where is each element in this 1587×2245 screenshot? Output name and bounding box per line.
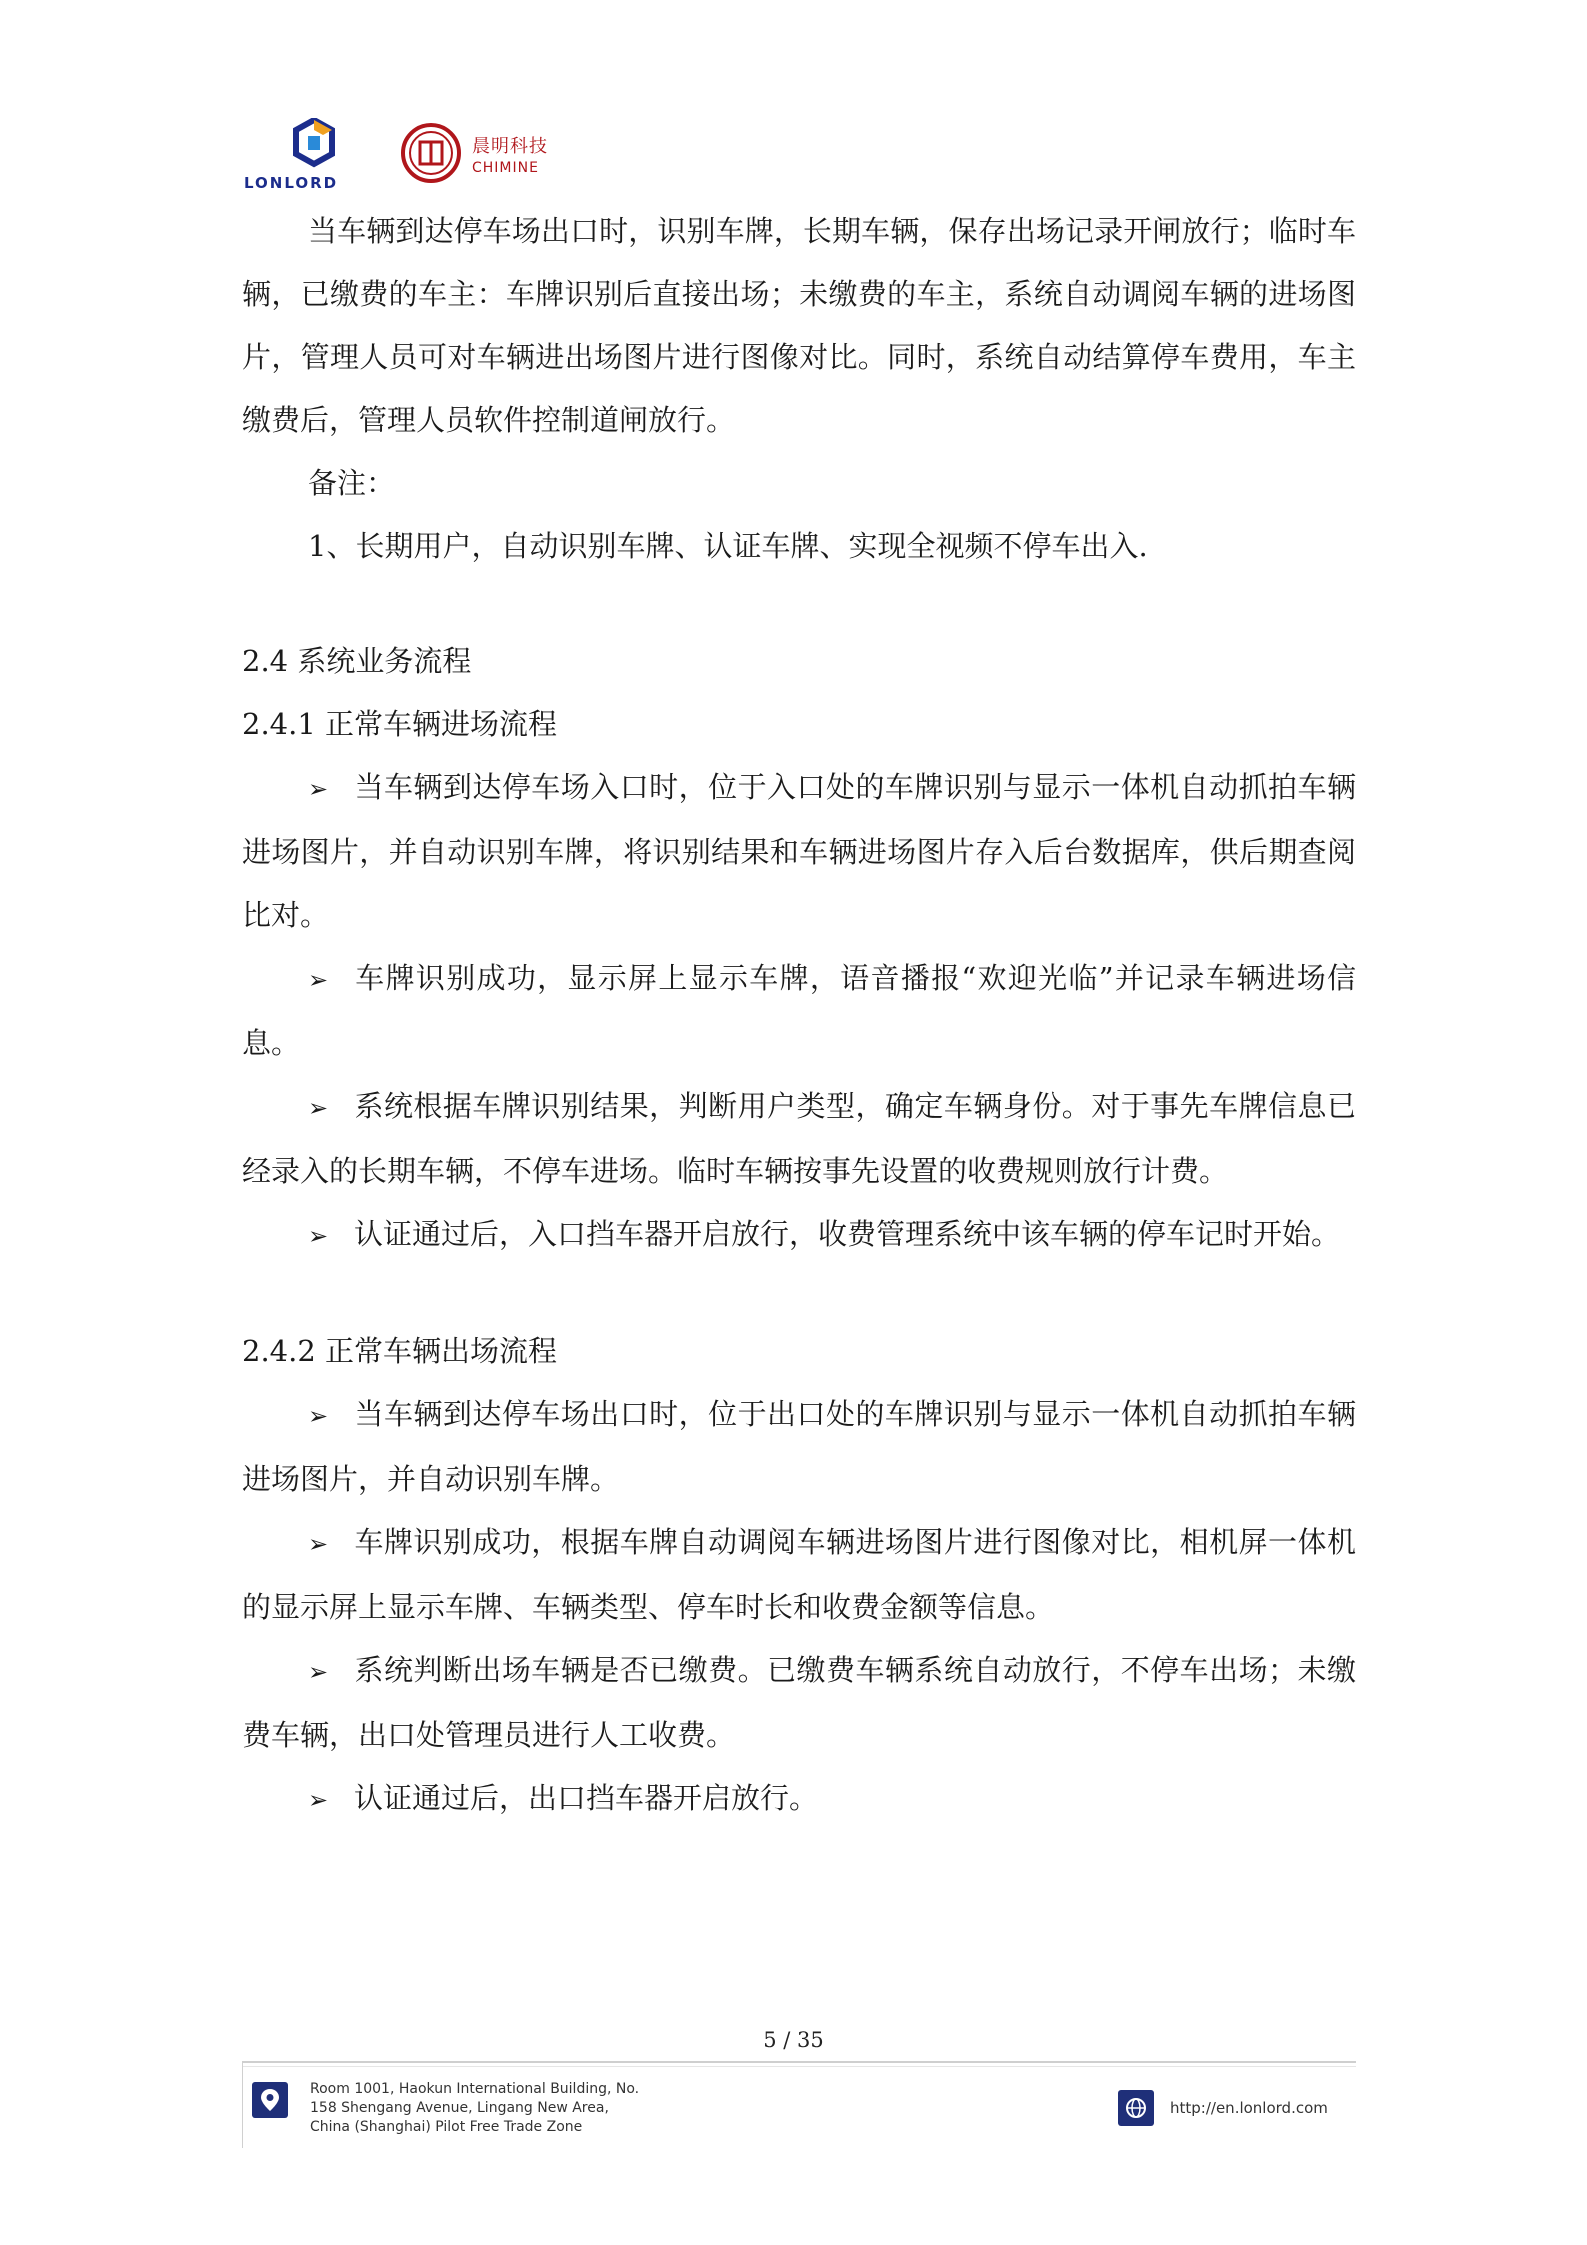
lonlord-hexagon-icon <box>292 118 336 168</box>
section-heading-2-4-2: 2.4.2 正常车辆出场流程 <box>242 1334 558 1368</box>
note-item: 1、长期用户，自动识别车牌、认证车牌、实现全视频不停车出入. <box>308 529 1148 563</box>
lonlord-logo-text: LONLORD <box>244 174 339 192</box>
list-item: ➢ 车牌识别成功，根据车牌自动调阅车辆进场图片进行图像对比，相机屏一体机的显示屏上显示车牌、车辆类型、停车时长和收费金额等信息。 <box>242 1511 1356 1639</box>
footer-website-link[interactable]: http://en.lonlord.com <box>1170 2099 1328 2117</box>
arrow-bullet-icon: ➢ <box>308 1658 329 1686</box>
page-number: 5 / 35 <box>763 2028 824 2052</box>
address-line: China (Shanghai) Pilot Free Trade Zone <box>310 2119 583 2135</box>
arrow-bullet-icon: ➢ <box>308 1402 329 1430</box>
chimine-logo-en: CHIMINE <box>472 160 539 176</box>
page-header <box>244 112 574 192</box>
footer-divider <box>242 2061 1356 2063</box>
list-item: ➢ 系统根据车牌识别结果，判断用户类型，确定车辆身份。对于事先车牌信息已经录入的长期车辆，不停车进场。临时车辆按事先设置的收费规则放行计费。 <box>242 1075 1356 1203</box>
document-body <box>242 200 1356 1832</box>
arrow-bullet-icon: ➢ <box>308 1786 329 1814</box>
arrow-bullet-icon: ➢ <box>308 1094 329 1122</box>
section-heading-2-4-1: 2.4.1 正常车辆进场流程 <box>242 707 558 741</box>
arrow-bullet-icon: ➢ <box>308 775 329 803</box>
address-line: Room 1001, Haokun International Building, No. <box>310 2081 640 2097</box>
lonlord-logo <box>244 118 384 192</box>
arrow-bullet-icon: ➢ <box>308 1222 329 1250</box>
footer-address <box>310 2080 639 2137</box>
globe-icon <box>1118 2090 1154 2126</box>
chimine-seal-icon <box>400 122 462 184</box>
chimine-logo <box>400 112 570 188</box>
list-item: ➢ 认证通过后，出口挡车器开启放行。 <box>242 1767 1356 1832</box>
list-item: ➢ 车牌识别成功，显示屏上显示车牌，语音播报“欢迎光临”并记录车辆进场信息。 <box>242 947 1356 1075</box>
arrow-bullet-icon: ➢ <box>308 966 329 994</box>
address-line: 158 Shengang Avenue, Lingang New Area, <box>310 2100 609 2116</box>
list-item: ➢ 系统判断出场车辆是否已缴费。已缴费车辆系统自动放行，不停车出场；未缴费车辆，出口处管理员进行人工收费。 <box>242 1639 1356 1767</box>
chimine-logo-cn: 晨明科技 <box>472 136 548 157</box>
arrow-bullet-icon: ➢ <box>308 1530 329 1558</box>
list-item: ➢ 当车辆到达停车场出口时，位于出口处的车牌识别与显示一体机自动抓拍车辆进场图片，并自动识别车牌。 <box>242 1383 1356 1511</box>
section-heading-2-4: 2.4 系统业务流程 <box>242 644 472 678</box>
intro-paragraph: 当车辆到达停车场出口时，识别车牌，长期车辆，保存出场记录开闸放行；临时车辆，已缴费的车主：车牌识别后直接出场；未缴费的车主，系统自动调阅车辆的进场图片，管理人员可对车辆进出场图片进行图像对比。同时，系统自动结算停车费用，车主缴费后，管理人员软件控制道闸放行。 <box>242 214 1356 437</box>
note-label: 备注： <box>308 466 396 500</box>
list-item: ➢ 认证通过后，入口挡车器开启放行，收费管理系统中该车辆的停车记时开始。 <box>242 1203 1356 1268</box>
location-pin-icon <box>252 2082 288 2118</box>
list-item: ➢ 当车辆到达停车场入口时，位于入口处的车牌识别与显示一体机自动抓拍车辆进场图片，并自动识别车牌，将识别结果和车辆进场图片存入后台数据库，供后期查阅比对。 <box>242 756 1356 947</box>
